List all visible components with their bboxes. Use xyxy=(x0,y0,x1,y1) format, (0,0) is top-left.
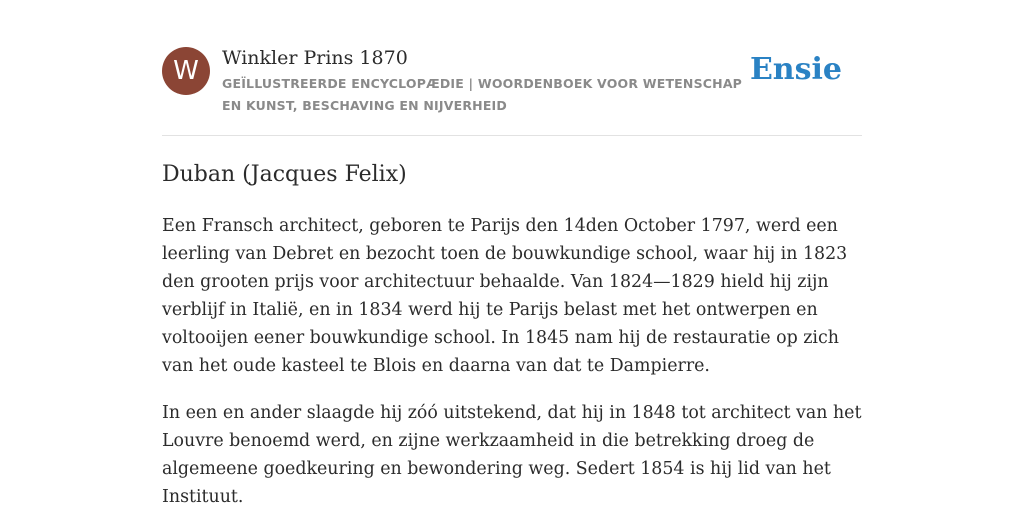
article-title: Duban (Jacques Felix) xyxy=(162,162,407,187)
source-header xyxy=(162,0,862,136)
source-title[interactable]: Winkler Prins 1870 xyxy=(222,47,408,69)
source-avatar[interactable]: W xyxy=(162,47,210,95)
page xyxy=(162,0,862,507)
article-paragraph-2: In een en ander slaagde hij zóó uitstekend, dat hij in 1848 tot architect van het Louvre benoemd werd, en zijne werkzaamheid in die betrekking droeg de algemeene goedkeuring en bewondering weg. Sedert 1854 is hij lid van het Instituut. xyxy=(162,403,862,507)
source-subtitle: GEÏLLUSTREERDE ENCYCLOPÆDIE | WOORDENBOEK VOOR WETENSCHAP EN KUNST, BESCHAVING EN NIJVERHEID xyxy=(222,76,743,113)
article-paragraph-1: Een Fransch architect, geboren te Parijs den 14den October 1797, werd een leerling van Debret en bezocht toen de bouwkundige school, waar hij in 1823 den grooten prijs voor architectuur behaalde. Van 1824—1829 hield hij zijn verblijf in Italië, en in 1834 werd hij te Parijs belast met het ontwerpen en voltooijen eener bouwkundige school. In 1845 nam hij de restauratie op zich van het oude kasteel te Blois en daarna van dat te Dampierre. xyxy=(162,216,848,376)
ensie-logo[interactable]: Ensie xyxy=(749,52,842,87)
